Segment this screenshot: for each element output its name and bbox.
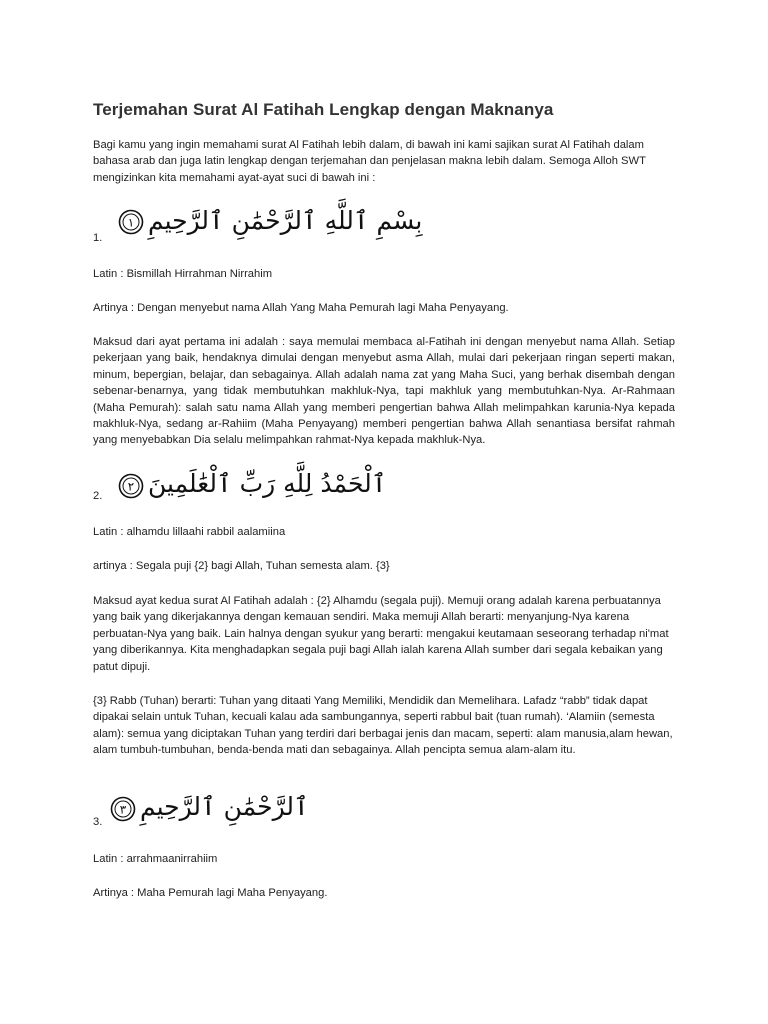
verse-1-meaning: Artinya : Dengan menyebut nama Allah Yang Maha Pemurah lagi Maha Penyayang.	[93, 302, 509, 314]
verse-2-arabic: ٱلْحَمْدُ لِلَّهِ رَبِّ ٱلْعَٰلَمِينَ	[148, 469, 387, 498]
intro-paragraph: Bagi kamu yang ingin memahami surat Al Fatihah lebih dalam, di bawah ini kami sajikan surat Al Fatihah dalam bahasa arab dan juga latin lengkap dengan terjemahan dan penjelasan makna lebih dalam. Semoga Alloh SWT mengizinkan kita memahami ayat-ayat suci di bawah ini :	[93, 139, 646, 184]
verse-1-latin: Latin : Bismillah Hirrahman Nirrahim	[93, 268, 273, 280]
verse-1-arabic: بِسْمِ ٱللَّهِ ٱلرَّحْمَٰنِ ٱلرَّحِيمِ	[148, 206, 423, 235]
verse-3-arabic: ٱلرَّحْمَٰنِ ٱلرَّحِيمِ	[140, 792, 309, 821]
verse-1-mark: ١	[127, 215, 135, 230]
verse-3-latin: Latin : arrahmaanirrahiim	[93, 853, 218, 865]
verse-3-mark: ٣	[119, 802, 127, 817]
verse-3-number: 3.	[93, 816, 103, 828]
verse-2-note: {3} Rabb (Tuhan) berarti: Tuhan yang ditaati Yang Memiliki, Mendidik dan Memelihara. Lafadz “rabb” tidak dapat dipakai selain untuk Tuhan, kecuali kalau ada sambungannya, seperti rabbul bait (tuan rumah). ‘Alamiin (semesta alam): semua yang diciptakan Tuhan yang terdiri dari berbagai jenis dan macam, seperti: alam manusia,alam hewan, alam tumbuh-tumbuhan, benda-benda mati dan sebagainya. Allah pencipta semua alam-alam itu.	[93, 695, 673, 757]
verse-2-explanation: Maksud ayat kedua surat Al Fatihah adalah : {2} Alhamdu (segala puji). Memuji orang adalah karena perbuatannya yang baik yang dikerjakannya dengan kemauan sendiri. Maka memuji Allah berarti: menyanjung-Nya karena perbuatan-Nya yang baik. Lain halnya dengan syukur yang berarti: mengakui keutamaan seseorang terhadap ni'mat yang diberikannya. Kita menghadapkan segala puji bagi Allah ialah karena Allah sumber dari segala kebaikan yang patut dipuji.	[93, 595, 669, 673]
verse-2-number: 2.	[93, 490, 103, 502]
verse-2-latin: Latin : alhamdu lillaahi rabbil aalamiina	[93, 526, 286, 538]
verse-end-marker-icon	[118, 473, 144, 499]
verse-2-meaning: artinya : Segala puji {2} bagi Allah, Tuhan semesta alam. {3}	[93, 560, 390, 572]
verse-3-meaning: Artinya : Maha Pemurah lagi Maha Penyayang.	[93, 887, 328, 899]
article-title: Terjemahan Surat Al Fatihah Lengkap dengan Maknanya	[93, 100, 554, 119]
verse-2-mark: ٢	[127, 479, 135, 494]
verse-1-explanation: Maksud dari ayat pertama ini adalah : saya memulai membaca al-Fatihah ini dengan menyebut nama Allah. Setiap pekerjaan yang baik, hendaknya dimulai dengan menyebut asma Allah, mulai dari pekerjaan ringan seperti makan, minum, bepergian, belajar, dan sebagainya. Allah adalah nama zat yang Maha Suci, yang berhak disembah dengan sebenar-benarnya, yang tidak membutuhkan makhluk-Nya, tapi makhluk yang membutuhkan-Nya. Ar-Rahmaan (Maha Pemurah): salah satu nama Allah yang memberi pengertian bahwa Allah melimpahkan karunia-Nya kepada makhluk-Nya, sedang ar-Rahiim (Maha Penyayang) memberi pengertian bahwa Allah senantiasa bersifat rahmah yang menyebabkan Dia selalu melimpahkan rahmat-Nya kepada makhluk-Nya.	[93, 336, 675, 447]
verse-end-marker-icon	[118, 209, 144, 235]
verse-1-number: 1.	[93, 232, 103, 244]
verse-end-marker-icon	[110, 796, 136, 822]
